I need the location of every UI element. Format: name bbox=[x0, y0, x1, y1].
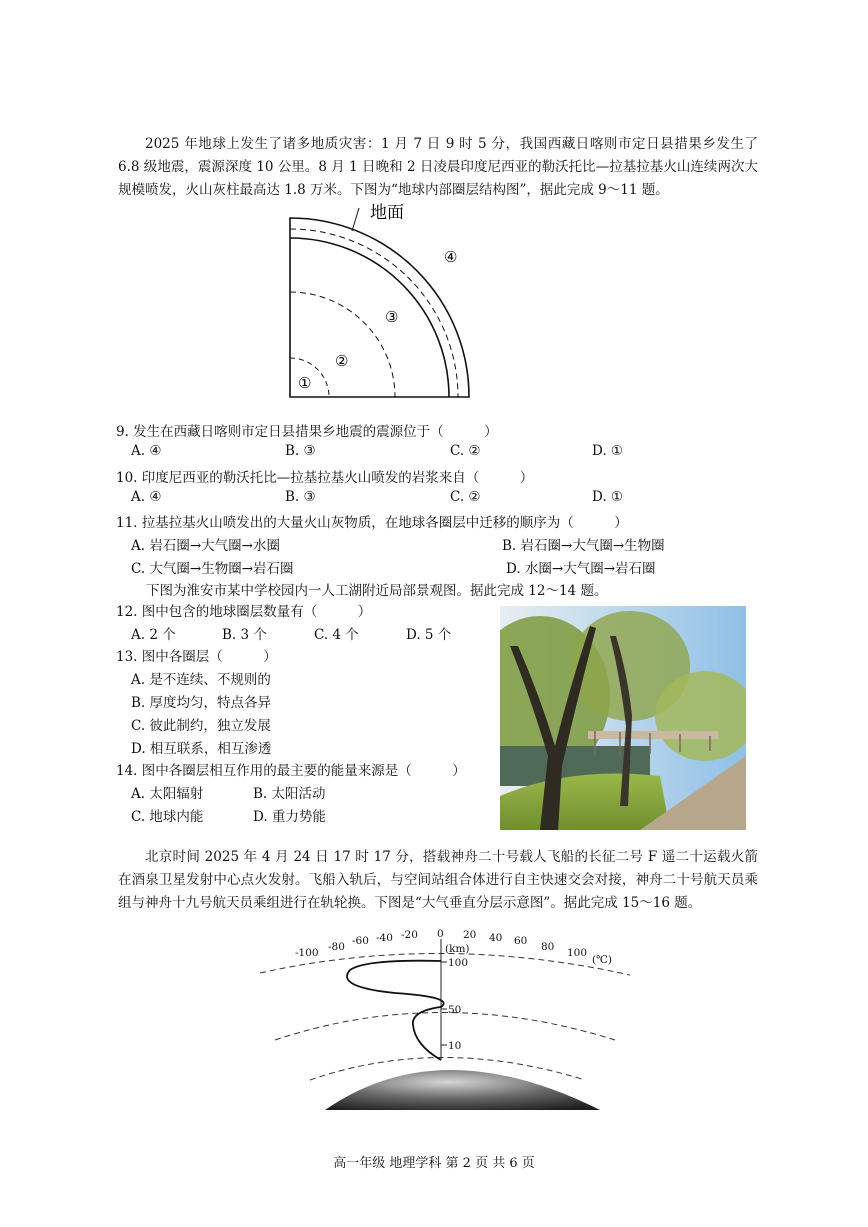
temp-tick-0: 0 bbox=[437, 928, 444, 940]
question-10-stem: 10. 印度尼西亚的勒沃托比—拉基拉基火山喷发的岩浆来自（ ） bbox=[116, 470, 534, 486]
q12-option-d[interactable]: D. 5 个 bbox=[406, 627, 452, 643]
surface-label: 地面 bbox=[370, 203, 404, 223]
q13-option-d[interactable]: D. 相互联系，相互渗透 bbox=[131, 741, 272, 757]
height-tick-50: 50 bbox=[448, 1004, 462, 1016]
atmosphere-layers-diagram bbox=[255, 925, 640, 1110]
earth-interior-diagram bbox=[280, 198, 520, 403]
temp-tick-20: 20 bbox=[463, 929, 477, 941]
q12-option-c[interactable]: C. 4 个 bbox=[314, 627, 359, 643]
q10-option-b[interactable]: B. ③ bbox=[285, 489, 316, 505]
campus-lake-photo bbox=[500, 606, 746, 830]
question-9-stem: 9. 发生在西藏日喀则市定日县措果乡地震的震源位于（ ） bbox=[116, 424, 498, 440]
q10-option-d[interactable]: D. ① bbox=[592, 489, 624, 505]
q14-option-b[interactable]: B. 太阳活动 bbox=[253, 786, 326, 802]
question-14-stem: 14. 图中各圈层相互作用的最主要的能量来源是（ ） bbox=[116, 763, 466, 779]
q11-option-a[interactable]: A. 岩石圈→大气圈→水圈 bbox=[131, 538, 280, 554]
layer-label-2: ② bbox=[335, 352, 349, 370]
temp-tick-100: 100 bbox=[567, 947, 588, 959]
question-11-stem: 11. 拉基拉基火山喷发出的大量火山灰物质，在地球各圈层中迁移的顺序为（ ） bbox=[116, 515, 628, 531]
intro-paragraph-1: 2025 年地球上发生了诸多地质灾害：1 月 7 日 9 时 5 分，我国西藏日喀则市定日县措果乡发生了 6.8 级地震，震源深度 10 公里。8 月 1 日晚和 2 日凌晨印度尼西亚的勒沃托比—拉基拉基火山连续两次大规模喷发，火山灰柱最高达 1.8 万米。下图为“地球内部圈层结构图”，据此完成 9～11 题。 bbox=[118, 136, 758, 198]
q10-option-a[interactable]: A. ④ bbox=[131, 489, 162, 505]
height-unit: (km) bbox=[445, 943, 470, 955]
q12-option-b[interactable]: B. 3 个 bbox=[222, 627, 267, 643]
q13-option-c[interactable]: C. 彼此制约，独立发展 bbox=[131, 718, 271, 734]
temp-tick-40: 40 bbox=[489, 932, 503, 944]
layer-label-1: ① bbox=[298, 374, 312, 392]
q14-option-a[interactable]: A. 太阳辐射 bbox=[131, 786, 204, 802]
height-tick-100: 100 bbox=[448, 957, 469, 969]
q9-option-d[interactable]: D. ① bbox=[592, 443, 624, 459]
intro-paragraph-2: 下图为淮安市某中学校园内一人工湖附近局部景观图。据此完成 12～14 题。 bbox=[146, 583, 608, 599]
temp-tick-80: 80 bbox=[541, 941, 555, 953]
page-footer: 高一年级 地理学科 第 2 页 共 6 页 bbox=[333, 1156, 535, 1171]
temp-tick-m80: -80 bbox=[328, 941, 345, 953]
temp-tick-m40: -40 bbox=[376, 932, 393, 944]
question-12-stem: 12. 图中包含的地球圈层数量有（ ） bbox=[116, 604, 372, 620]
q10-option-c[interactable]: C. ② bbox=[450, 489, 481, 505]
temp-tick-m20: -20 bbox=[401, 929, 418, 941]
q13-option-a[interactable]: A. 是不连续、不规则的 bbox=[131, 672, 271, 688]
temp-tick-60: 60 bbox=[514, 935, 528, 947]
question-13-stem: 13. 图中各圈层（ ） bbox=[116, 649, 277, 665]
temp-unit: (℃) bbox=[592, 954, 612, 966]
q14-option-c[interactable]: C. 地球内能 bbox=[131, 809, 204, 825]
intro-paragraph-3: 北京时间 2025 年 4 月 24 日 17 时 17 分，搭载神舟二十号载人飞船的长征二号 F 遥二十运载火箭在酒泉卫星发射中心点火发射。飞船入轨后，与空间站组合体进行自主快速交会对接，神舟二十号航天员乘组与神舟十九号航天员乘组进行在轨轮换。下图是“大气垂直分层示意图”。据此完成 15～16 题。 bbox=[118, 849, 758, 911]
q9-option-c[interactable]: C. ② bbox=[450, 443, 481, 459]
q11-option-d[interactable]: D. 水圈→大气圈→岩石圈 bbox=[506, 561, 656, 577]
temp-tick-m100: -100 bbox=[295, 947, 319, 959]
height-tick-10: 10 bbox=[448, 1040, 462, 1052]
q13-option-b[interactable]: B. 厚度均匀，特点各异 bbox=[131, 695, 272, 711]
temp-tick-m60: -60 bbox=[352, 935, 369, 947]
q11-option-c[interactable]: C. 大气圈→生物圈→岩石圈 bbox=[131, 561, 294, 577]
q9-option-a[interactable]: A. ④ bbox=[131, 443, 162, 459]
layer-label-4: ④ bbox=[444, 248, 458, 266]
q9-option-b[interactable]: B. ③ bbox=[285, 443, 316, 459]
q11-option-b[interactable]: B. 岩石圈→大气圈→生物圈 bbox=[502, 538, 665, 554]
q12-option-a[interactable]: A. 2 个 bbox=[131, 627, 176, 643]
q14-option-d[interactable]: D. 重力势能 bbox=[253, 809, 326, 825]
layer-label-3: ③ bbox=[385, 308, 399, 326]
